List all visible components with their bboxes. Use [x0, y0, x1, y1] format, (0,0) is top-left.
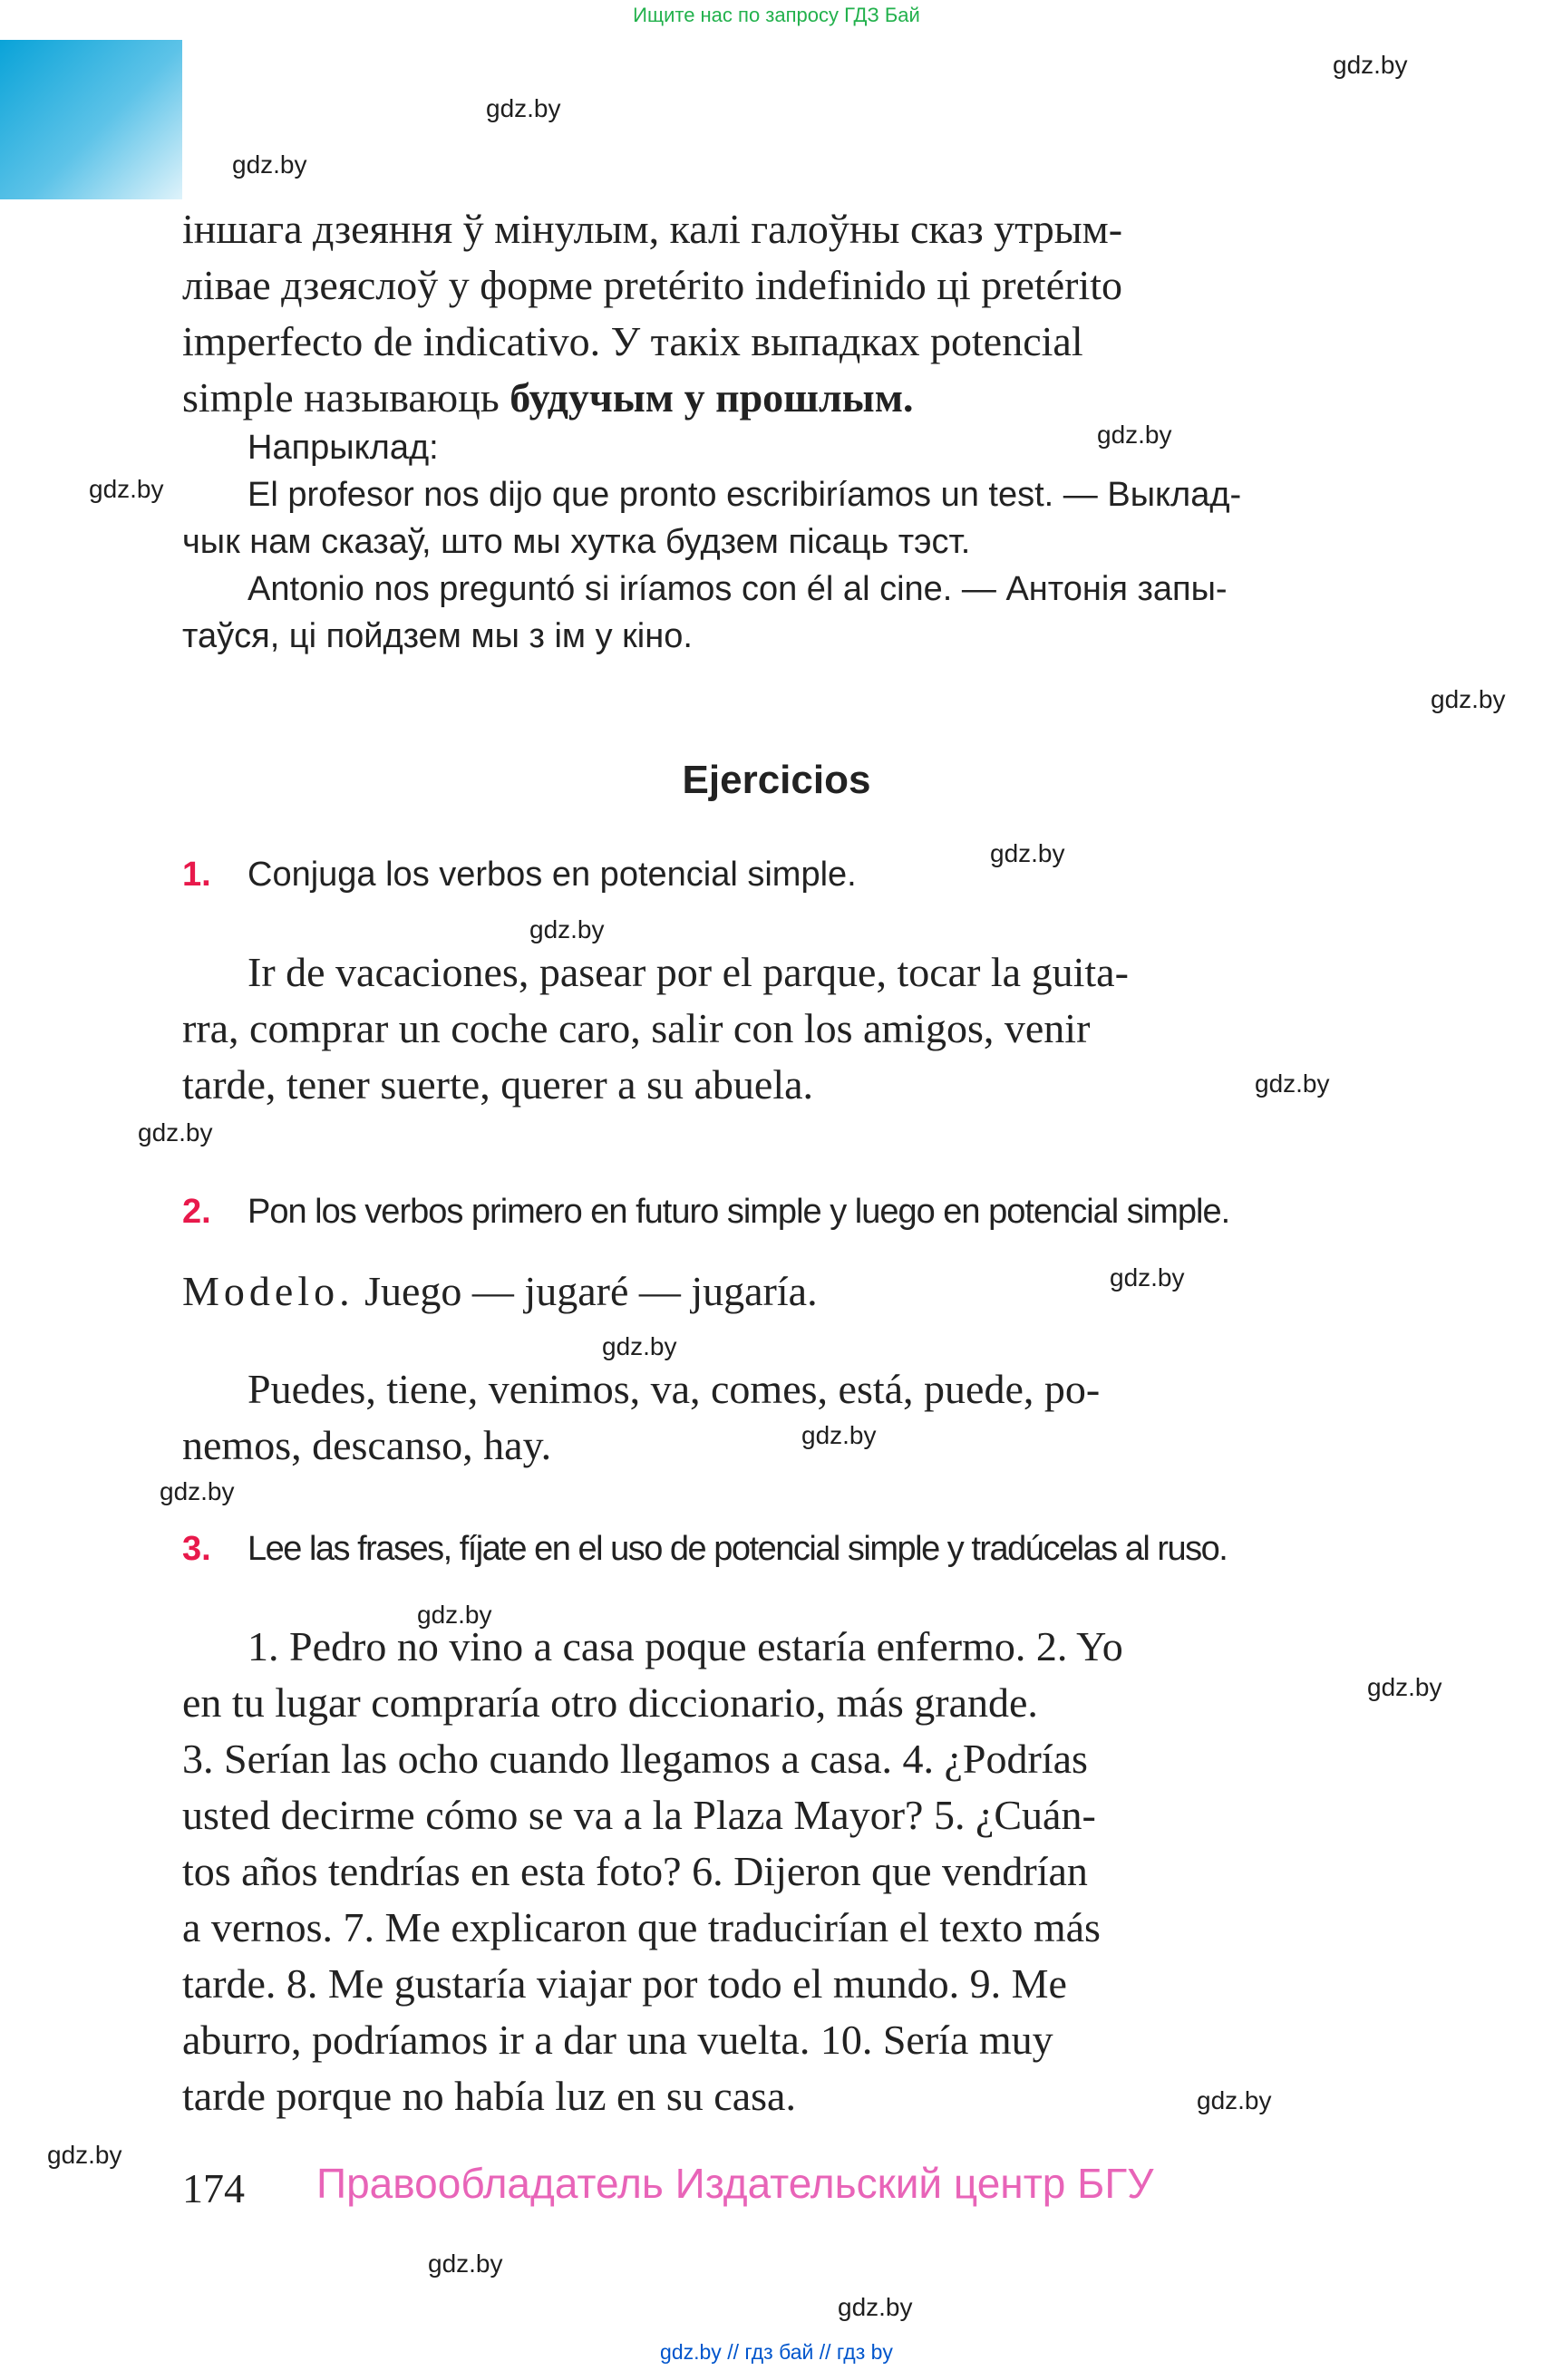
- example-line: El profesor nos dijo que pronto escribiríamos un test. — Выклад-: [248, 476, 1242, 514]
- exercise-number: 3.: [182, 1530, 211, 1568]
- exercise-line: nemos, descanso, hay.: [182, 1422, 552, 1468]
- theory-line: [182, 370, 1381, 426]
- corner-tab: [0, 40, 182, 199]
- exercise-instruction: Conjuga los verbos en potencial simple.: [248, 856, 857, 894]
- watermark: gdz.by: [89, 475, 164, 503]
- exercise-line: tos años tendrías en esta foto? 6. Dijeron que vendrían: [182, 1848, 1088, 1894]
- watermark: gdz.by: [1367, 1673, 1442, 1701]
- watermark: gdz.by: [1333, 51, 1408, 79]
- exercise-line: a vernos. 7. Me explicaron que traducirían el texto más: [182, 1904, 1101, 1950]
- watermark: gdz.by: [602, 1332, 677, 1360]
- model-text: Juego — jugaré — jugaría.: [364, 1268, 818, 1314]
- exercise-line: aburro, podríamos ir a dar una vuelta. 10. Sería muy: [182, 2017, 1053, 2063]
- exercise-line: tarde, tener suerte, querer a su abuela.: [182, 1061, 814, 1108]
- theory-text: simple называюць: [182, 374, 510, 421]
- exercise-line: usted decirme cómo se va a la Plaza Mayor? 5. ¿Cuán-: [182, 1792, 1096, 1838]
- theory-line: іншага дзеяння ў мінулым, калі галоўны сказ утрым-: [182, 206, 1123, 252]
- example-1: [182, 471, 1381, 566]
- watermark: gdz.by: [486, 94, 561, 122]
- example-line: таўся, ці пойдзем мы з ім у кіно.: [182, 617, 693, 655]
- watermark: gdz.by: [232, 150, 307, 179]
- theory-line: лівае дзеяслоў у форме pretérito indefinido ці pretérito: [182, 262, 1122, 308]
- section-title: Ejercicios: [682, 758, 871, 802]
- page-number: 174: [182, 2165, 245, 2211]
- theory-line: imperfecto de indicativo. У такіх выпадках potencial: [182, 318, 1083, 364]
- watermark: gdz.by: [428, 2249, 503, 2278]
- watermark: gdz.by: [529, 915, 605, 943]
- exercise-body: [182, 1619, 1381, 2124]
- example-line: чык нам сказаў, што мы хутка будзем пісаць тэст.: [182, 523, 971, 561]
- exercise-line: en tu lugar compraría otro diccionario, más grande.: [182, 1679, 1038, 1726]
- exercise-body: [182, 944, 1381, 1113]
- example-2: [182, 566, 1381, 660]
- copyright-notice: Правообладатель Издательский центр БГУ: [316, 2160, 1154, 2207]
- watermark: gdz.by: [1197, 2086, 1272, 2114]
- watermark: gdz.by: [801, 1421, 877, 1449]
- exercise-number: 2.: [182, 1193, 211, 1231]
- watermark: gdz.by: [1097, 421, 1172, 449]
- exercise-instruction: Lee las frases, fíjate en el uso de potencial simple y tradúcelas al ruso.: [248, 1530, 1228, 1568]
- exercise-line: tarde porque no había luz en su casa.: [182, 2073, 796, 2119]
- exercise-line: rra, comprar un coche caro, salir con los amigos, venir: [182, 1005, 1091, 1051]
- exercise-body: [182, 1361, 1381, 1474]
- exercise-line: tarde. 8. Me gustaría viajar por todo el mundo. 9. Me: [182, 1960, 1067, 2007]
- watermark: gdz.by: [990, 839, 1065, 867]
- exercise-line: 1. Pedro no vino a casa poque estaría enfermo. 2. Yo: [248, 1623, 1123, 1669]
- watermark: gdz.by: [47, 2141, 122, 2169]
- exercise-instruction: Pon los verbos primero en futuro simple y luego en potencial simple.: [248, 1193, 1230, 1231]
- example-label: Напрыклад:: [248, 429, 439, 467]
- exercise-number: 1.: [182, 856, 211, 894]
- model-line: [182, 1263, 1381, 1320]
- watermark: gdz.by: [1431, 685, 1506, 713]
- watermark: gdz.by: [1255, 1069, 1330, 1098]
- model-label: Modelo.: [182, 1268, 354, 1314]
- theory-term: будучым у прошлым.: [510, 374, 914, 421]
- theory-paragraph: [182, 201, 1381, 426]
- exercise-line: 3. Serían las ocho cuando llegamos a casa. 4. ¿Podrías: [182, 1736, 1088, 1782]
- top-banner: Ищите нас по запросу ГДЗ Бай: [633, 4, 920, 26]
- watermark: gdz.by: [1110, 1263, 1185, 1292]
- watermark: gdz.by: [417, 1601, 492, 1629]
- watermark: gdz.by: [138, 1118, 213, 1146]
- watermark: gdz.by: [838, 2293, 913, 2321]
- exercise-line: Puedes, tiene, venimos, va, comes, está, puede, po-: [248, 1366, 1101, 1412]
- footer-links[interactable]: gdz.by // гдз бай // гдз by: [660, 2340, 893, 2364]
- example-line: Antonio nos preguntó si iríamos con él al cine. — Антонія запы-: [248, 570, 1228, 608]
- watermark: gdz.by: [160, 1477, 235, 1505]
- exercise-line: Ir de vacaciones, pasear por el parque, tocar la guita-: [248, 949, 1129, 995]
